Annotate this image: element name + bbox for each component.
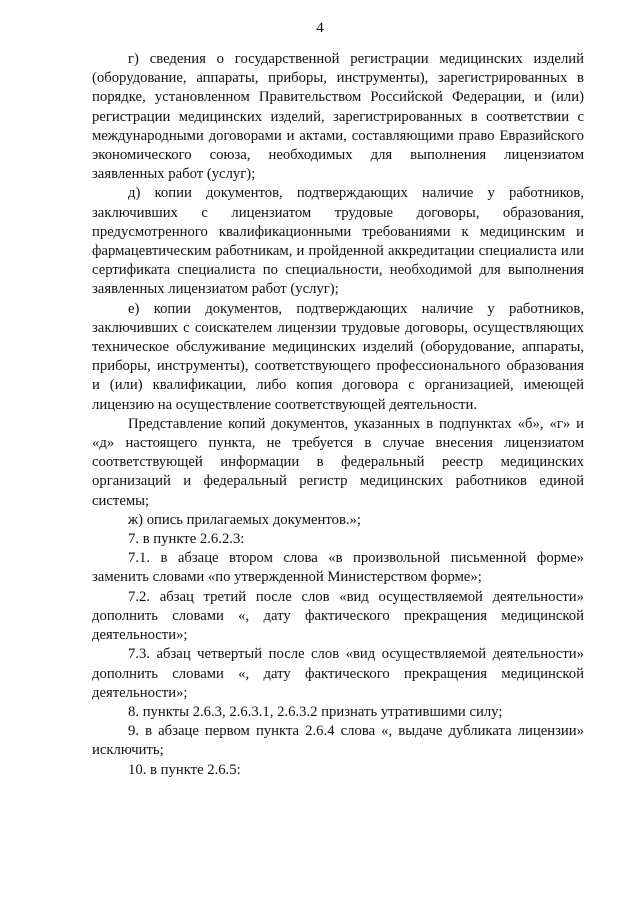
paragraph-item-8: 8. пункты 2.6.3, 2.6.3.1, 2.6.3.2 признать утратившими силу; (128, 703, 503, 720)
paragraph-item-7: 7. в пункте 2.6.2.3: (128, 531, 245, 548)
document-body (92, 50, 584, 780)
paragraph-item-7-2: 7.2. абзац третий после слов «вид осуществляемой деятельности» дополнить словами «, дату фактического прекращения медицинской деятельности»; (92, 588, 584, 644)
paragraph-item-7-3: 7.3. абзац четвертый после слов «вид осуществляемой деятельности» дополнить словами «, дату фактического прекращения медицинской деятельности»; (92, 646, 584, 701)
paragraph-item-10: 10. в пункте 2.6.5: (128, 761, 241, 778)
paragraph-item-7-1: 7.1. в абзаце втором слова «в произвольной письменной форме» заменить словами «по утвержденной Министерством форме»; (92, 550, 584, 586)
paragraph-d: д) копии документов, подтверждающих наличие у работников, заключивших с лицензиатом трудовые договоры, образования, предусмотренного квалификационными требованиями к медицинским и фармацевтическим работникам, и пройденной аккредитации специалиста или сертификата специалиста по специальности, необходимой для выполнения заявленных лицензиатом работ (услуг); (92, 185, 584, 298)
paragraph-e: е) копии документов, подтверждающих наличие у работников, заключивших с соискателем лицензии трудовые договоры, осуществляющих техническое обслуживание медицинских изделий (оборудование, аппараты, приборы, инструменты), соответствующего профессионального образования и (или) квалификации, либо копия договора с организацией, имеющей лицензию на осуществление соответствующей деятельности. (92, 300, 584, 413)
paragraph-g: г) сведения о государственной регистрации медицинских изделий (оборудование, аппараты, приборы, инструменты), зарегистрированных в порядке, установленном Правительством Российской Федерации, и (или) регистрации медицинских изделий, зарегистрированных в соответствии с международными договорами и актами, составляющими право Евразийского экономического союза, необходимых для выполнения лицензиатом заявленных работ (услуг); (92, 51, 584, 183)
paragraph-zh: ж) опись прилагаемых документов.»; (128, 511, 361, 528)
paragraph-item-9: 9. в абзаце первом пункта 2.6.4 слова «, выдаче дубликата лицензии» исключить; (92, 723, 584, 759)
page-number: 4 (316, 20, 324, 36)
paragraph-note: Представление копий документов, указанных в подпунктах «б», «г» и «д» настоящего пункта, не требуется в случае внесения лицензиатом соответствующей информации в федеральный реестр медицинских организаций и федеральный регистр медицинских работников единой системы; (92, 415, 584, 509)
